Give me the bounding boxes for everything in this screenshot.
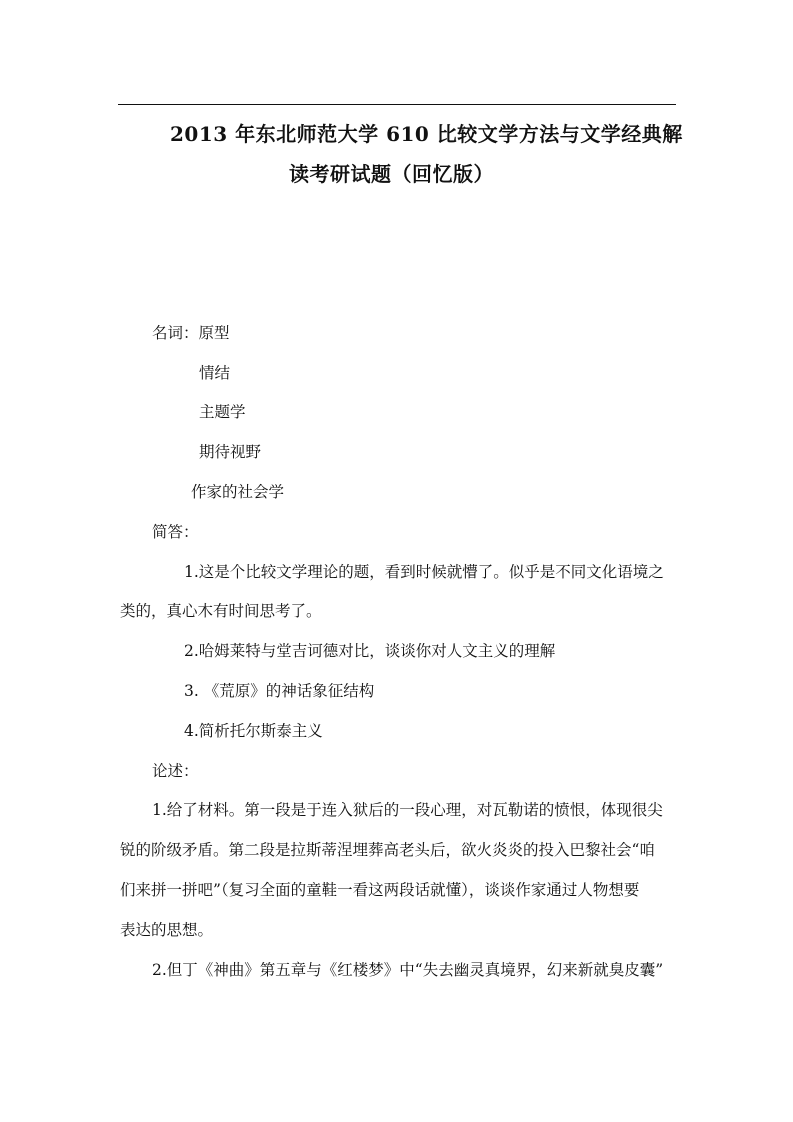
term-item: 主题学	[199, 403, 246, 421]
term-item: 期待视野	[199, 443, 262, 461]
term-item: 情结	[199, 364, 231, 382]
essay-line: 锐的阶级矛盾。第二段是拉斯蒂涅埋葬高老头后，欲火炎炎的投入巴黎社会“咱	[120, 841, 655, 859]
essay-line: 表达的思想。	[120, 921, 214, 939]
essay-label: 论述：	[152, 762, 199, 780]
short-answer-line: 3. 《荒原》的神话象征结构	[184, 682, 375, 700]
document-title-line-1: 2013 年东北师范大学 610 比较文学方法与文学经典解	[170, 122, 683, 146]
header-rule	[118, 104, 676, 105]
essay-line: 2.但丁《神曲》第五章与《红楼梦》中“失去幽灵真境界，幻来新就臭皮囊”	[152, 961, 664, 979]
short-answer-line: 2.哈姆莱特与堂吉诃德对比，谈谈你对人文主义的理解	[184, 642, 556, 660]
short-answer-line: 类的，真心木有时间思考了。	[120, 602, 322, 620]
terms-label: 名词：原型	[152, 324, 230, 342]
essay-line: 1.给了材料。第一段是于连入狱后的一段心理，对瓦勒诺的愤恨，体现很尖	[152, 801, 663, 819]
document-title-line-2: 读考研试题（回忆版）	[289, 162, 494, 186]
essay-line: 们来拼一拼吧”（复习全面的童鞋一看这两段话就懂），谈谈作家通过人物想要	[120, 881, 640, 899]
term-item: 作家的社会学	[191, 483, 285, 501]
short-answer-label: 简答：	[152, 523, 199, 541]
short-answer-line: 4.简析托尔斯泰主义	[184, 722, 323, 740]
short-answer-line: 1.这是个比较文学理论的题，看到时候就懵了。似乎是不同文化语境之	[184, 563, 664, 581]
